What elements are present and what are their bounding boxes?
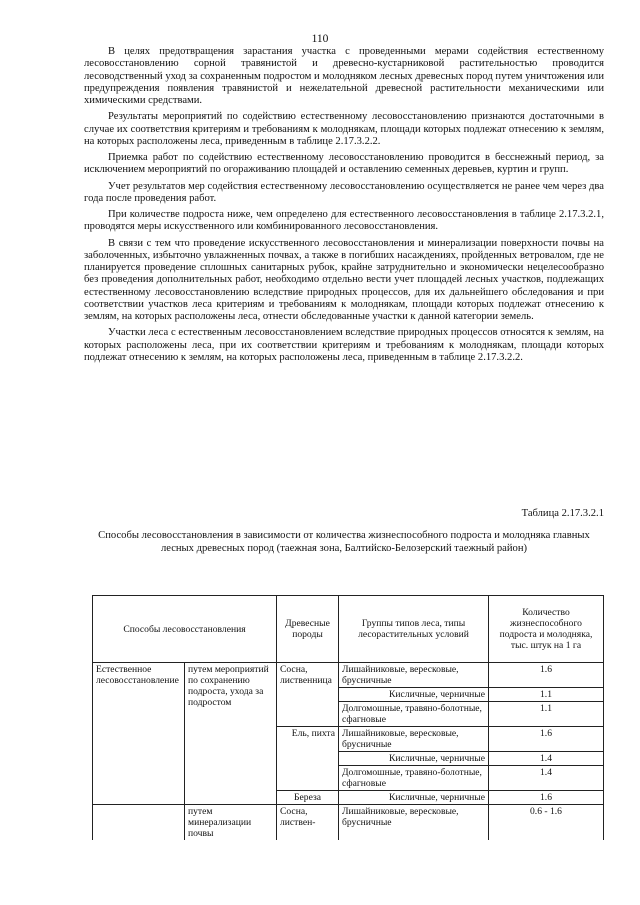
quantity-cell: 1.4: [489, 766, 604, 791]
forest-type-cell: Лишайниковые, вересковые, брусничные: [339, 727, 489, 752]
forest-type-cell: Кисличные, черничные: [339, 688, 489, 702]
species-spruce-fir-cell: Ель, пихта: [277, 727, 339, 791]
quantity-cell: 0.6 - 1.6: [489, 805, 604, 841]
paragraph: В целях предотвращения зарастания участка с проведенными мерами содействия естественному лесовосстановлению сорной травянистой и древесно-кустарниковой растительностью проводится лесоводственный уход за сохраненным подростом и молодняком лесных древесных пород путем уничтожения или предупреждения появления травянистой и нежелательной древесной растительности механическими или химическими средствами.: [84, 46, 604, 106]
header-quantity: Количество жизнеспособного подроста и молодняка, тыс. штук на 1 га: [489, 596, 604, 663]
header-species: Древесные породы: [277, 596, 339, 663]
paragraph: Участки леса с естественным лесовосстановлением вследствие природных процессов относятся к землям, на которых расположены леса, при их соответствии критериям и требованиям к молоднякам, площади которых подлежат отнесению к землям, на которых расположены леса, приведенным в таблице 2.17.3.2.2.: [84, 327, 604, 363]
reforestation-methods-table: [92, 595, 604, 840]
header-methods: Способы лесовосстановления: [93, 596, 277, 663]
quantity-cell: 1.6: [489, 727, 604, 752]
paragraph: При количестве подроста ниже, чем определено для естественного лесовосстановления в таблице 2.17.3.2.1, проводятся меры искусственного или комбинированного лесовосстановления.: [84, 209, 604, 233]
table-row: [93, 663, 604, 688]
species-pine-larch-cell: Сосна, лиственница: [277, 663, 339, 727]
body-text: [84, 46, 604, 368]
quantity-cell: 1.6: [489, 791, 604, 805]
forest-type-cell: Кисличные, черничные: [339, 791, 489, 805]
forest-type-cell: Долгомошные, травяно-болотные, сфагновые: [339, 702, 489, 727]
method-natural-cell: Естественное лесовосстановление: [93, 663, 185, 805]
table-title: Способы лесовосстановления в зависимости от количества жизнеспособного подроста и молодняка главных лесных древесных пород (таежная зона, Балтийско-Белозерский таежный район): [98, 530, 590, 554]
forest-type-cell: Долгомошные, травяно-болотные, сфагновые: [339, 766, 489, 791]
species-pine-larch-cell: Сосна, листвен-: [277, 805, 339, 841]
submethod-mineralization-cell: путем минерализации почвы: [185, 805, 277, 841]
forest-type-cell: Лишайниковые, вересковые, брусничные: [339, 805, 489, 841]
species-birch-cell: Береза: [277, 791, 339, 805]
paragraph: Приемка работ по содействию естественному лесовосстановлению проводится в бесснежный период, за исключением мероприятий по огораживанию площадей и оставлению семенных деревьев, куртин и групп.: [84, 152, 604, 176]
paragraph: Результаты мероприятий по содействию естественному лесовосстановлению признаются достаточными в случае их соответствия критериям и требованиям к молоднякам, площади которых подлежат отнесению к землям, на которых расположены леса, приведенным в таблице 2.17.3.2.2.: [84, 111, 604, 147]
table-caption: Таблица 2.17.3.2.1: [521, 508, 604, 519]
submethod-preservation-cell: путем мероприятий по сохранению подроста, ухода за подростом: [185, 663, 277, 805]
table-row: [93, 805, 604, 841]
quantity-cell: 1.6: [489, 663, 604, 688]
paragraph: В связи с тем что проведение искусственного лесовосстановления и минерализации поверхности почвы на заболоченных, избыточно увлажненных почвах, а также в погибших насаждениях, пройденных ветровалом, где не планируется проведение сплошных санитарных рубок, крайне затруднительно и экономически нецелесообразно без проведения дополнительных работ, необходимо отдельно вести учет площадей лесных участков, подлежащих естественному лесовосстановлению вследствие природных процессов, для их дальнейшего обследования и при соответствии участков леса критериям и требованиям к молоднякам, площади которых подлежат отнесению к землям, на которых расположены леса, отнести обследованные участки к данной категории земель.: [84, 237, 604, 322]
quantity-cell: 1.1: [489, 702, 604, 727]
method-continued-cell: [93, 805, 185, 841]
paragraph: Учет результатов мер содействия естественному лесовосстановлению осуществляется не ранее чем через два года после проведения работ.: [84, 180, 604, 204]
header-forest-types: Группы типов леса, типы лесорастительных условий: [339, 596, 489, 663]
quantity-cell: 1.4: [489, 752, 604, 766]
table-header-row: [93, 596, 604, 663]
forest-type-cell: Кисличные, черничные: [339, 752, 489, 766]
quantity-cell: 1.1: [489, 688, 604, 702]
page-number: 110: [311, 33, 329, 45]
forest-type-cell: Лишайниковые, вересковые, брусничные: [339, 663, 489, 688]
